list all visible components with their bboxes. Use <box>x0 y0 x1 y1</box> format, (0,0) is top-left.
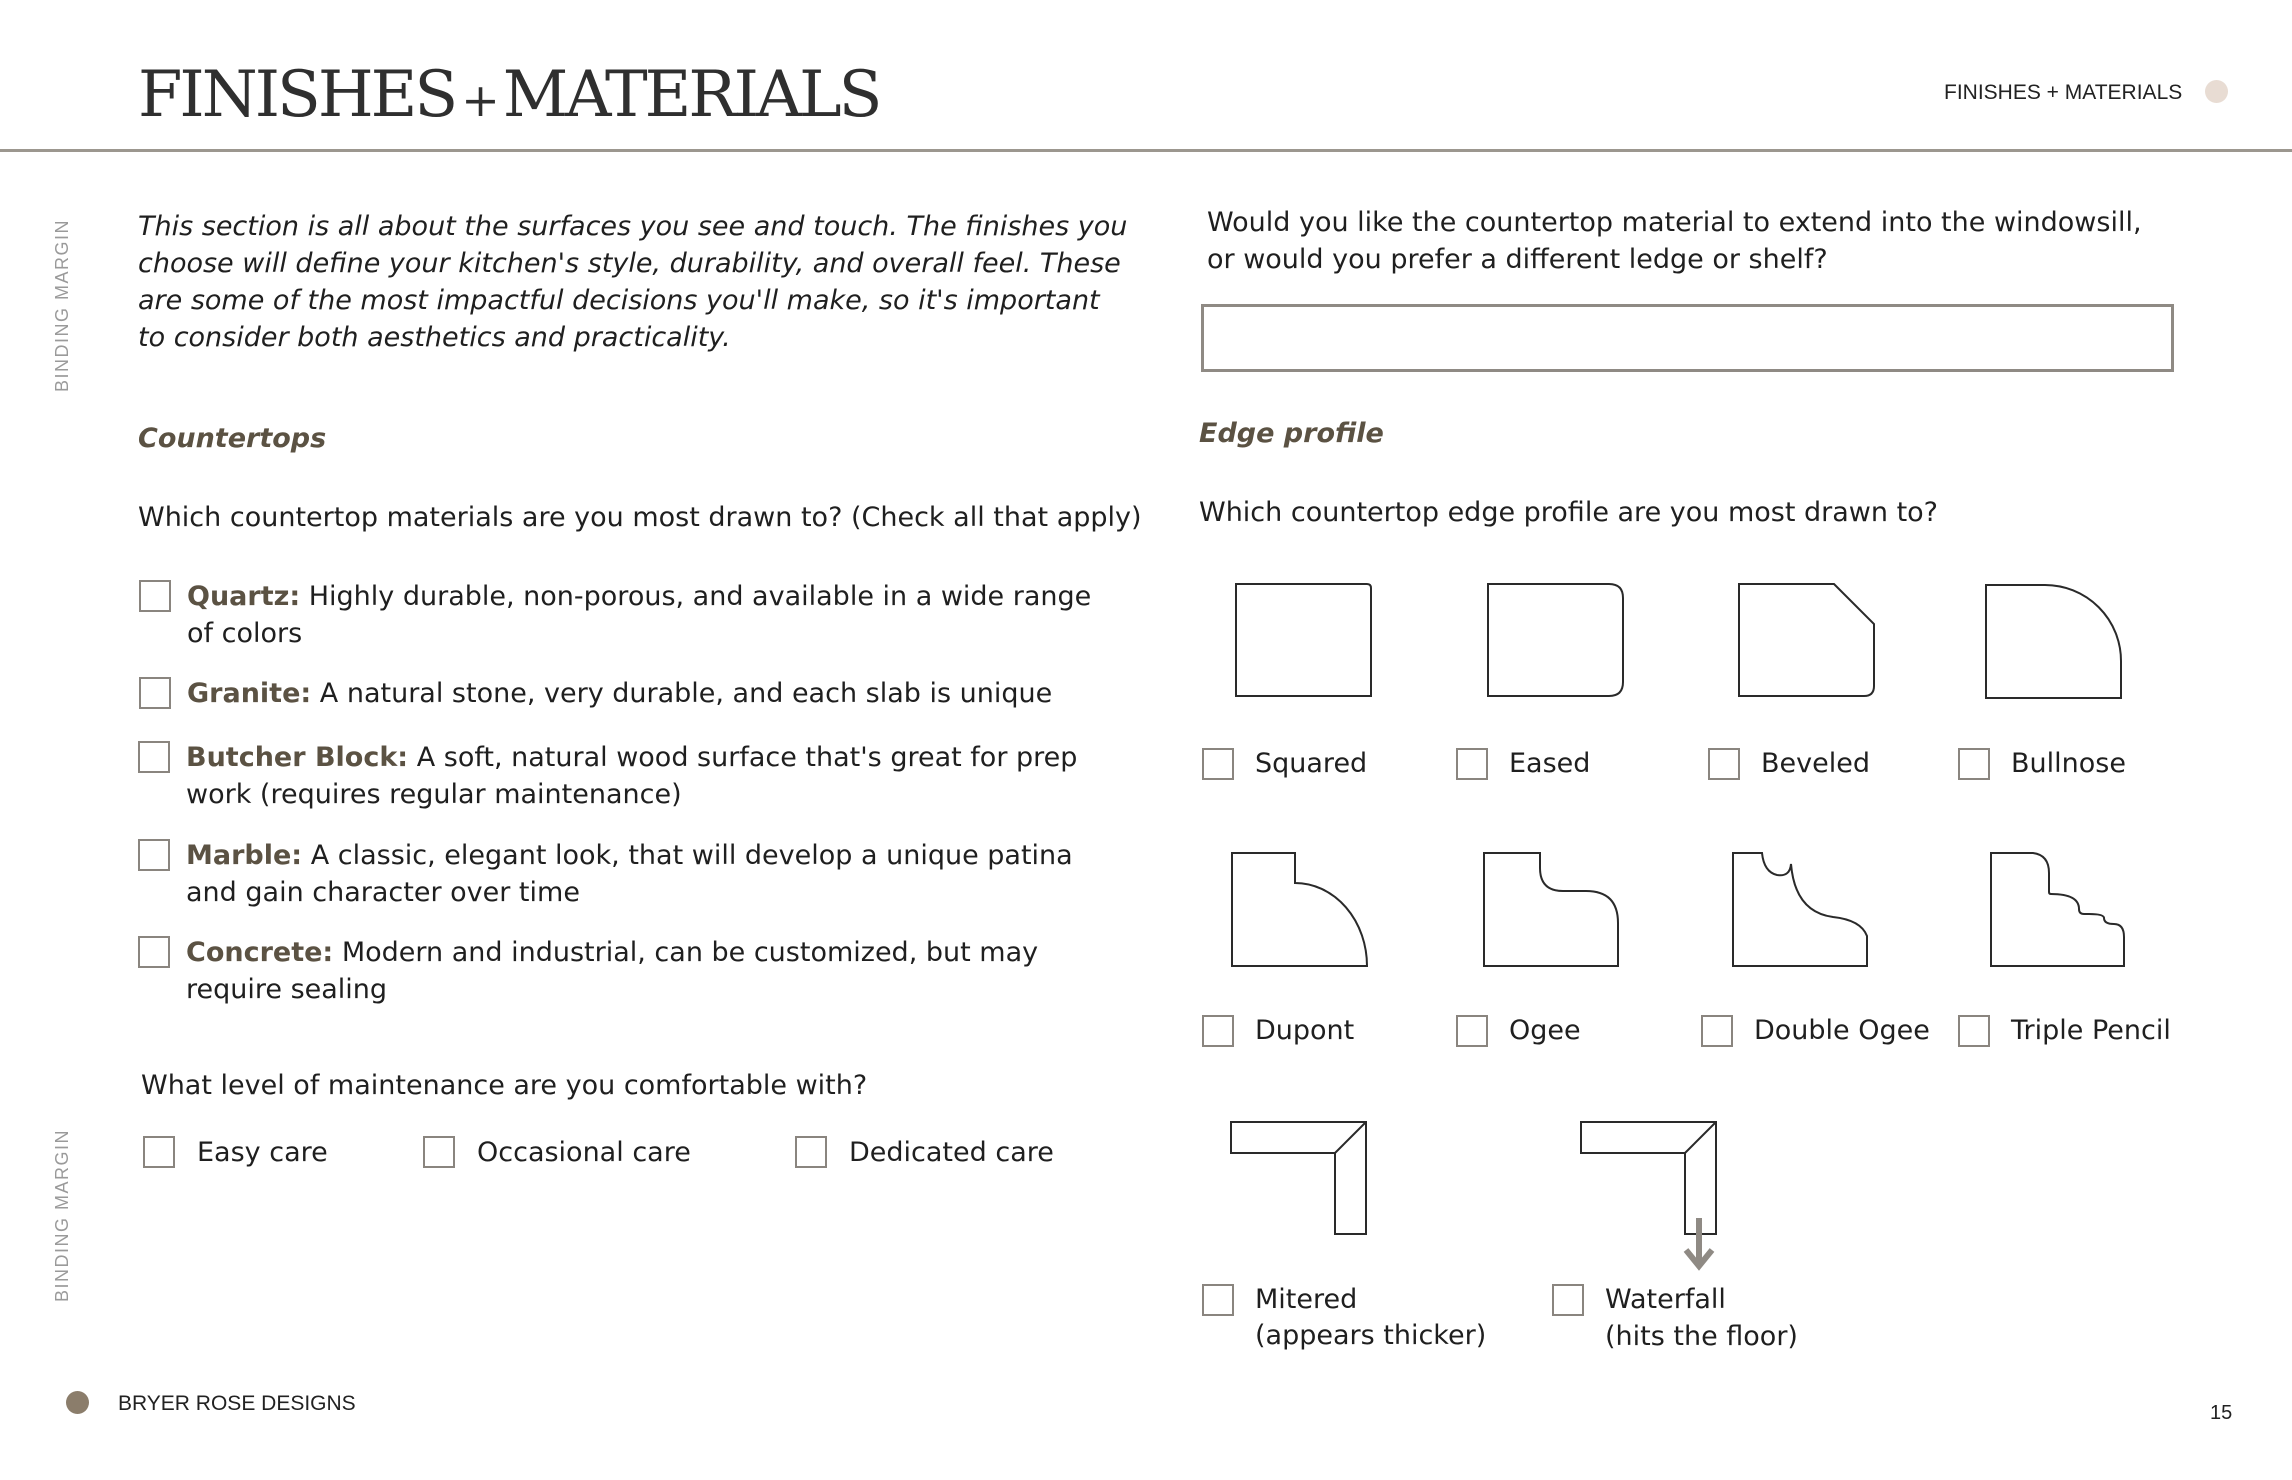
mitered-checkbox[interactable] <box>1202 1284 1234 1316</box>
concrete-name: Concrete: <box>186 937 334 968</box>
ogee-label: Ogee <box>1509 1015 1581 1046</box>
footer-brand: BRYER ROSE DESIGNS <box>118 1392 356 1415</box>
occasional-care-label: Occasional care <box>477 1137 691 1168</box>
page-number: 15 <box>2210 1402 2233 1424</box>
quartz-description: Highly durable, non-porous, and available in a wide range of colors <box>187 581 1092 649</box>
easy-care-label: Easy care <box>197 1137 328 1168</box>
mitered-label: Mitered <box>1255 1284 1358 1315</box>
ogee-checkbox[interactable] <box>1456 1015 1488 1047</box>
marble-description: A classic, elegant look, that will develop a unique patina and gain character over time <box>186 840 1073 908</box>
beveled-checkbox[interactable] <box>1708 748 1740 780</box>
countertops-question: Which countertop materials are you most drawn to? (Check all that apply) <box>138 502 1142 533</box>
eased-checkbox[interactable] <box>1456 748 1488 780</box>
footer-accent-dot <box>66 1391 89 1414</box>
marble-name: Marble: <box>186 840 303 871</box>
waterfall-checkbox[interactable] <box>1552 1284 1584 1316</box>
beveled-label: Beveled <box>1761 748 1870 779</box>
concrete-description: Modern and industrial, can be customized, but may require sealing <box>186 937 1039 1005</box>
mitered-edge-diagram <box>1231 1122 1366 1234</box>
eased-edge-diagram <box>1488 584 1623 696</box>
windowsill-question: Would you like the countertop material to extend into the windowsill, or would you prefer a different ledge or shelf? <box>1207 207 2142 275</box>
waterfall-note: (hits the floor) <box>1605 1321 1798 1352</box>
edge-profile-question: Which countertop edge profile are you most drawn to? <box>1199 497 1939 528</box>
butcher-block-name: Butcher Block: <box>186 742 409 773</box>
butcher-block-description: A soft, natural wood surface that's great for prep work (requires regular maintenance) <box>186 742 1078 810</box>
double-ogee-label: Double Ogee <box>1754 1015 1930 1046</box>
squared-checkbox[interactable] <box>1202 748 1234 780</box>
edge-profile-heading: Edge profile <box>1199 418 1384 449</box>
squared-edge-diagram <box>1236 584 1371 696</box>
dupont-label: Dupont <box>1255 1015 1355 1046</box>
header-section-label: FINISHES + MATERIALS <box>1944 81 2183 104</box>
triple-pencil-checkbox[interactable] <box>1958 1015 1990 1047</box>
dupont-checkbox[interactable] <box>1202 1015 1234 1047</box>
triple-pencil-label: Triple Pencil <box>2011 1015 2171 1046</box>
double-ogee-checkbox[interactable] <box>1701 1015 1733 1047</box>
bullnose-edge-diagram <box>1986 585 2121 698</box>
maintenance-question: What level of maintenance are you comfortable with? <box>141 1070 868 1101</box>
granite-description: A natural stone, very durable, and each slab is unique <box>319 678 1053 709</box>
intro-paragraph: This section is all about the surfaces you see and touch. The finishes you choose will define your kitchen's style, durability, and overall feel. These are some of the most impactful decisions you'll make, so it's important to consider both aesthetics and practicality. <box>138 211 1128 353</box>
quartz-name: Quartz: <box>187 581 301 612</box>
countertops-heading: Countertops <box>138 423 327 454</box>
mitered-note: (appears thicker) <box>1255 1320 1487 1351</box>
beveled-edge-diagram <box>1739 584 1874 696</box>
page-title-plus: + <box>461 73 497 127</box>
bullnose-label: Bullnose <box>2011 748 2126 779</box>
page-title-part2: MATERIALS <box>502 58 880 132</box>
binding-margin-label-top: BINDING MARGIN <box>52 218 72 392</box>
double-ogee-edge-diagram <box>1733 853 1867 966</box>
ogee-edge-diagram <box>1484 853 1618 966</box>
triple-pencil-edge-diagram <box>1991 853 2124 966</box>
granite-name: Granite: <box>187 678 312 709</box>
dedicated-care-label: Dedicated care <box>849 1137 1054 1168</box>
waterfall-edge-diagram <box>1581 1122 1716 1234</box>
mitered-seam-line <box>1335 1122 1366 1153</box>
bullnose-checkbox[interactable] <box>1958 748 1990 780</box>
waterfall-label: Waterfall <box>1605 1284 1726 1315</box>
waterfall-seam-line <box>1685 1122 1716 1153</box>
dupont-edge-diagram <box>1232 853 1367 966</box>
eased-label: Eased <box>1509 748 1591 779</box>
page-title-part1: FINISHES <box>138 58 456 132</box>
squared-label: Squared <box>1255 748 1368 779</box>
binding-margin-label-bottom: BINDING MARGIN <box>52 1128 72 1302</box>
